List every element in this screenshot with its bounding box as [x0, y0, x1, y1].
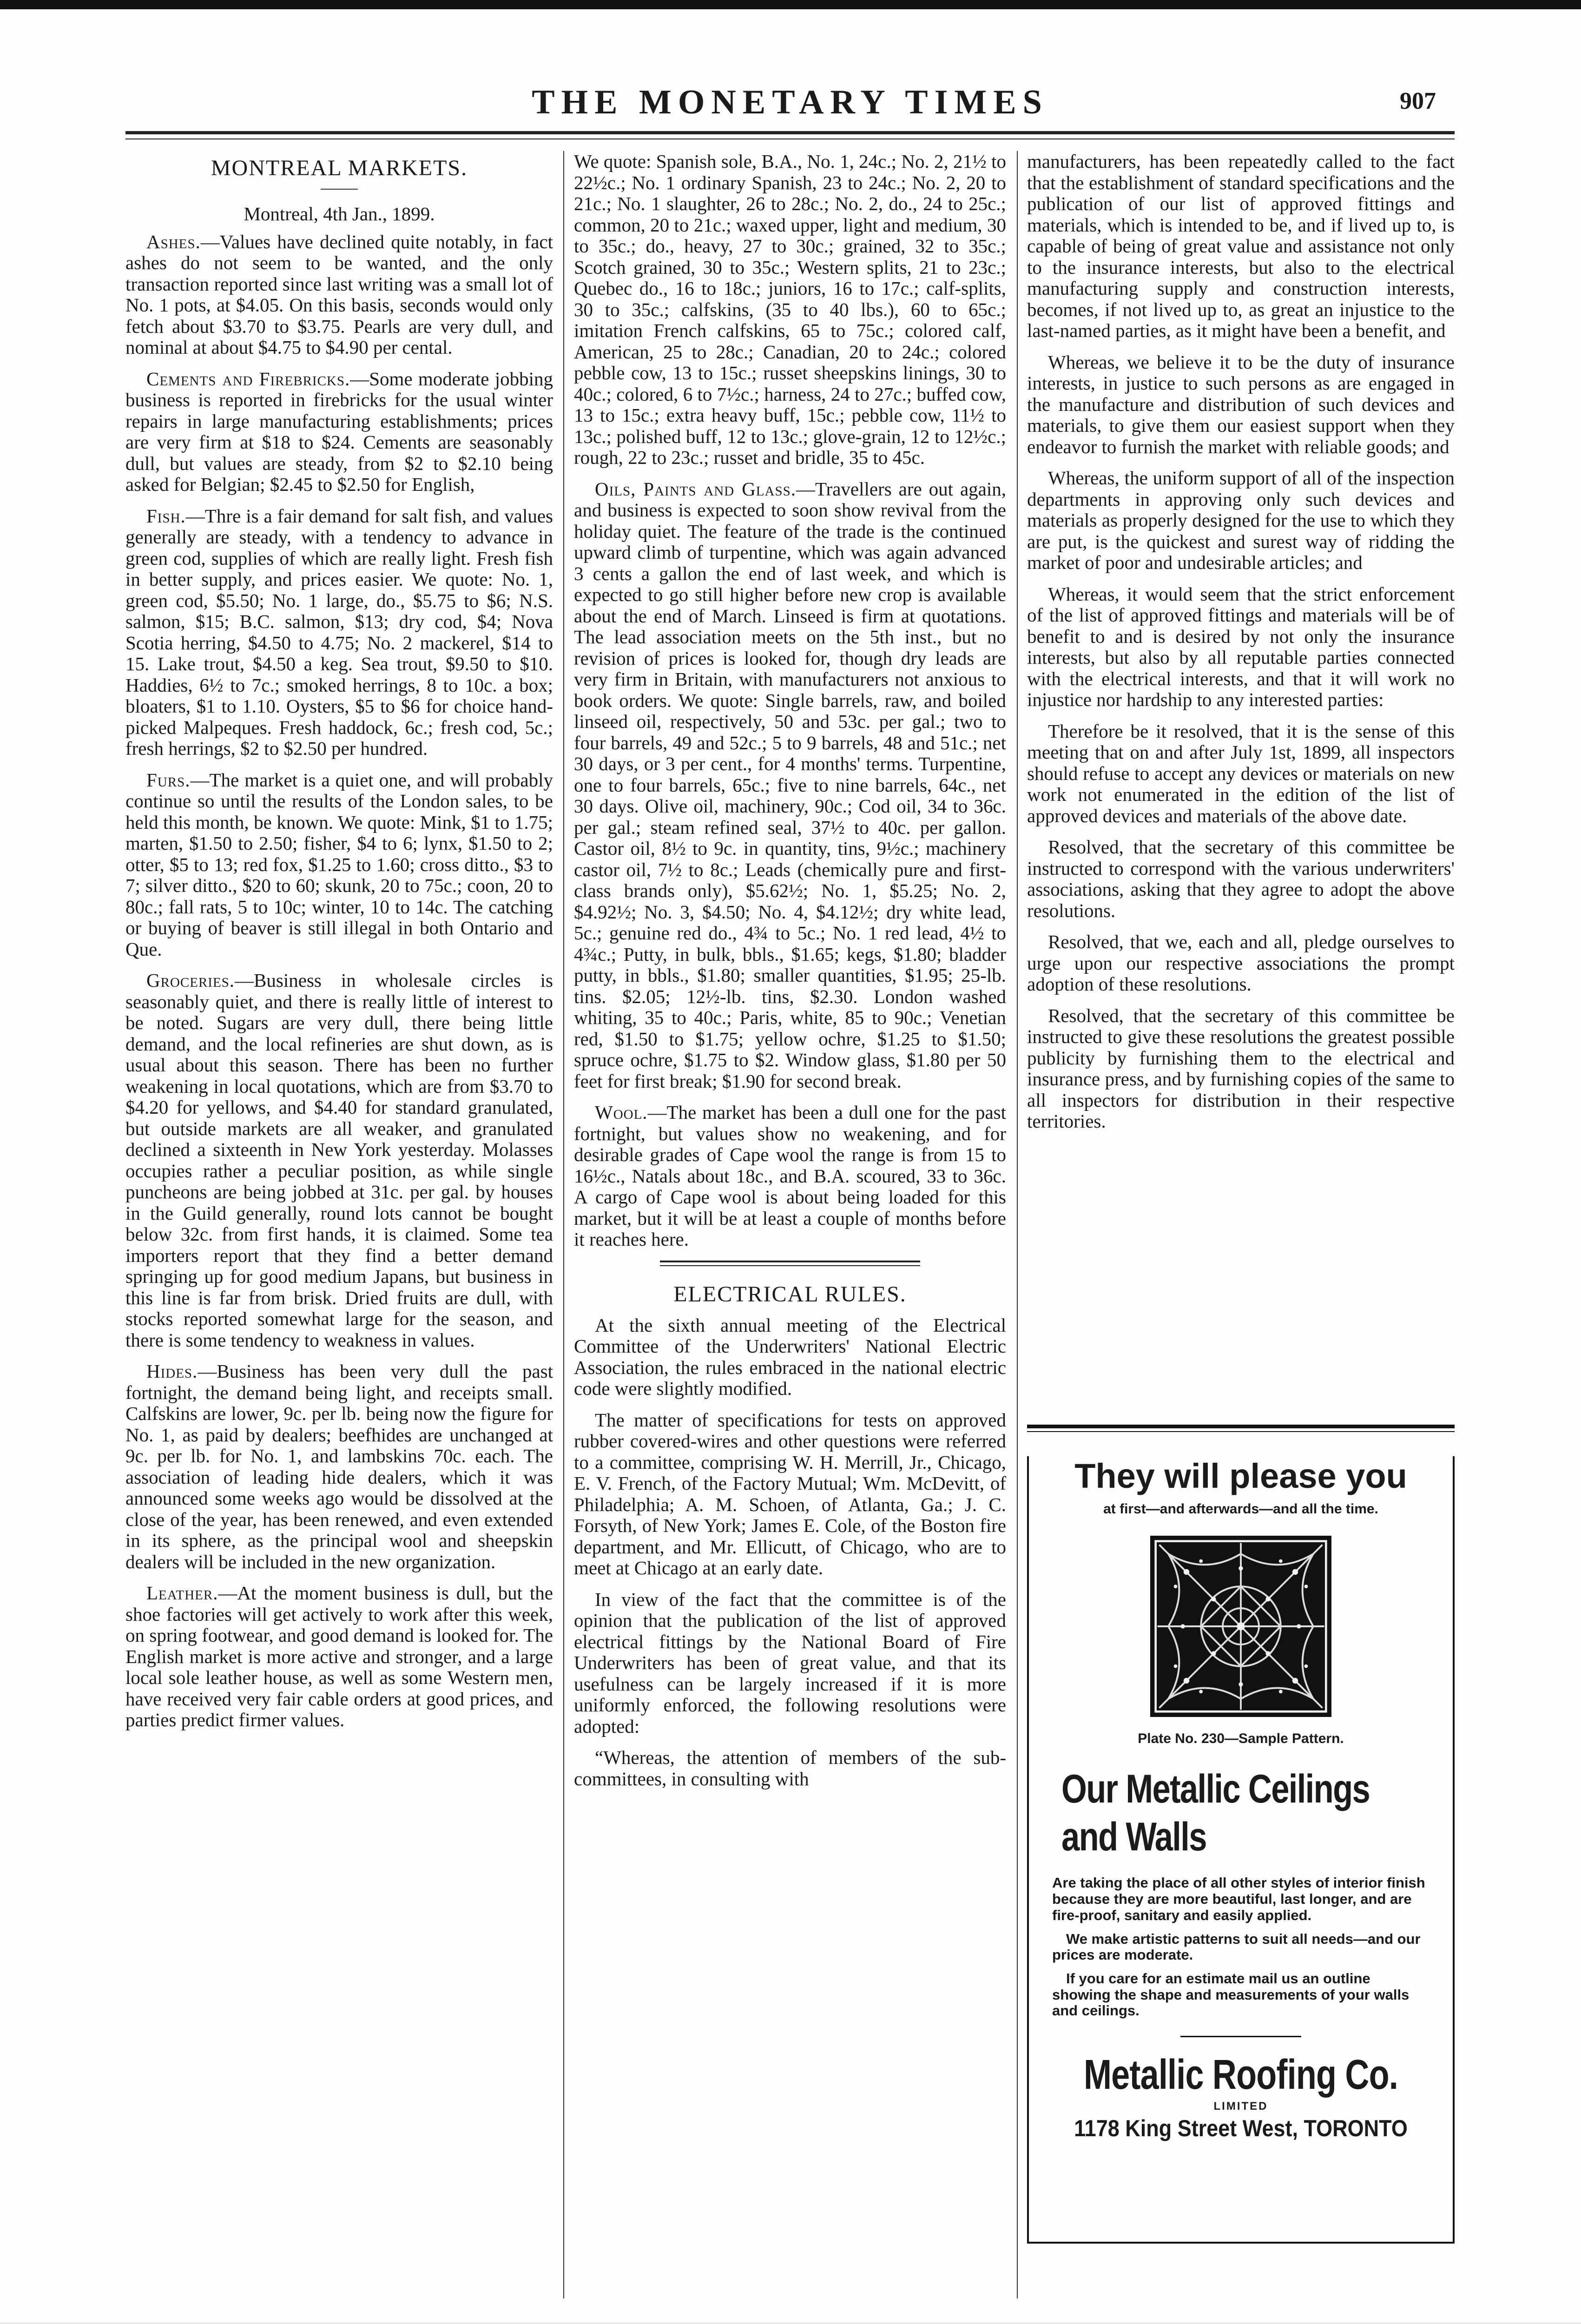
paragraph-text: —The market has been a dull one for the past fortnight, but values show no weakening, and for desirable grades of Cape wool the range is from 15 to 16½c., Natals about 18c., and B.A. scoured, 33 to 36c. A cargo of Cape wool is about being loaded for this market, but it will be at least a couple of months before it reaches here.: [574, 1102, 1006, 1250]
column-divider: [563, 151, 564, 2298]
article-title-electrical-rules: ELECTRICAL RULES.: [673, 1281, 907, 1307]
paragraph: [574, 479, 1006, 1092]
paragraph: [1027, 1005, 1455, 1132]
page-bottom-edge: [0, 2322, 1581, 2324]
page-top-edge: [0, 0, 1581, 9]
section-rule-thin: [660, 1265, 920, 1266]
company-limited: LIMITED: [1213, 2100, 1268, 2113]
paragraph: [125, 231, 553, 358]
paragraph: [1027, 837, 1455, 921]
column-divider: [1017, 151, 1018, 2298]
paragraph-text: —Travellers are out again, and business is expected to soon show revival from the holiday quiet. The feature of the trade is the continued upward climb of turpentine, which was again advanced 3 cents a gallon the end of last week, and which is expected to go still higher before new crop is available about the end of March. Linseed is firm at quotations. The lead association meets on the 5th inst., but no revision of prices is looked for, though dry leads are very firm in Britain, with manufacturers not anxious to book orders. We quote: Single barrels, raw, and boiled linseed oil, respectively, 50 and 53c. per gal.; two to four barrels, 49 and 52c.; 5 to 9 barrels, 48 and 51c.; net 30 days, or 3 per cent., for 4 months' terms. Turpentine, one to four barrels, 65c.; five to nine barrels, 64c., net 30 days. Olive oil, machinery, 90c.; Cod oil, 34 to 36c. per gal.; steam refined seal, 37½ to 40c. per gallon. Castor oil, 8½ to 9c. in quantity, tins, 9½c.; machinery castor oil, 7½ to 8c.; Leads (chemically pure and first-class brands only), $5.62½; No. 1, $5.25; No. 2, $4.92½; No. 3, $4.50; No. 4, $4.12½; dry white lead, 5c.; genuine red do., 4¾ to 5c.; No. 1 red lead, 4½ to 4¾c.; Putty, in bulk, bbls., $1.65; kegs, $1.80; bladder putty, in bbls., $1.80; smaller quantities, $1.95; 25-lb. tins. $2.05; 12½-lb. tins, $2.30. London washed whiting, 35 to 40c.; Paris, white, 85 to 90c.; Venetian red, $1.50 to $1.75; yellow ochre, $1.25 to $1.50; spruce ochre, $1.75 to $2. Window glass, $1.80 per 50 feet for first break; $1.90 for second break.: [574, 478, 1006, 1092]
electrical-rules-continued: [1027, 151, 1455, 1132]
paragraph-lead: Leather.: [146, 1582, 218, 1604]
page-number: 907: [1400, 88, 1436, 114]
paragraph-lead: Cements and Firebricks.: [146, 368, 350, 390]
ad-body-paragraph: We make artistic patterns to suit all needs—and our prices are moderate.: [1052, 1930, 1421, 1963]
article-title-montreal-markets: MONTREAL MARKETS.: [211, 156, 468, 180]
markets-continued-body: [574, 151, 1006, 1250]
paragraph-text: —The market is a quiet one, and will probably continue so until the results of the London sales, to be held this month, be known. We quote: Mink, $1 to 1.75; marten, $1.50 to 2.50; fisher, $4 to 6; lynx, $1.50 to 2; otter, $5 to 13; red fox, $1.25 to 1.60; cross ditto., $3 to 7; silver ditto., $20 to 60; skunk, 20 to 75c.; coon, 20 to 80c.; fall rats, 5 to 10c; winter, 10 to 14c. The catching or buying of beaver is still illegal in both Ontario and Que.: [125, 769, 553, 960]
ad-divider: [1180, 2036, 1301, 2037]
paragraph-text: —Thre is a fair demand for salt fish, and values generally are steady, with a tendency to advance in green cod, supplies of which are really light. Fresh fish in better supply, and prices easier. We quote: No. 1, green cod, $5.50; No. 1 large, do., $5.75 to $6; N.S. salmon, $15; B.C. salmon, $13; dry cod, $4; Nova Scotia herring, $4.50 to 4.75; No. 2 mackerel, $14 to 15. Lake trout, $4.50 a keg. Sea trout, $9.50 to $10. Haddies, 6½ to 7c.; smoked herrings, 8 to 10c. a box; bloaters, $1 to 1.10. Oysters, $5 to $6 for choice hand-picked Malpeques. Fresh haddock, 6c.; fresh cod, 5c.; fresh herrings, $2 to $2.50 per hundred.: [125, 505, 553, 759]
paragraph-text: We quote: Spanish sole, B.A., No. 1, 24c.; No. 2, 21½ to 22½c.; No. 1 ordinary Spanish, 23 to 24c.; No. 2, 20 to 21c.; No. 1 slaughter, 26 to 28c.; No. 2, do., 24 to 25c.; common, 20 to 21c.; waxed upper, light and medium, 30 to 35c.; do., heavy, 27 to 30c.; grained, 32 to 35c.; Scotch grained, 30 to 35c.; Western splits, 21 to 23c.; Quebec do., 16 to 18c.; juniors, 16 to 17c.; calf-splits, 30 to 35c.; calfskins, (35 to 40 lbs.), 60 to 65c.; imitation French calfskins, 65 to 75c.; colored calf, American, 25 to 28c.; Canadian, 20 to 24c.; colored pebble cow, 13 to 15c.; russet sheepskins linings, 30 to 40c.; colored, 6 to 7½c.; harness, 24 to 27c.; buffed cow, 13 to 15c.; extra heavy buff, 15c.; pebble cow, 11½ to 13c.; polished buff, 12 to 13c.; glove-grain, 12 to 12½c.; rough, 22 to 23c.; russet and bridle, 35 to 45c.: [574, 151, 1006, 468]
ceiling-pattern-plate-image: [1150, 1536, 1331, 1717]
paragraph-text: Whereas, we believe it to be the duty of insurance interests, in justice to such persons as are engaged in the manufacture and distribution of such devices and materials, to give them our easiest support when they endeavor to furnish the market with reliable goods; and: [1027, 351, 1455, 457]
paragraph: [1027, 721, 1455, 827]
paragraph-text: Resolved, that the secretary of this committee be instructed to correspond with the various underwriters' associations, asking that they agree to adopt the above resolutions.: [1027, 836, 1455, 921]
paragraph: [125, 506, 553, 759]
ad-headline: They will please you: [1074, 1457, 1407, 1495]
ad-body-paragraph: Are taking the place of all other styles of interior finish because they are more beautiful, last longer, and are fire-proof, sanitary and easily applied.: [1052, 1875, 1425, 1923]
paragraph-text: Resolved, that the secretary of this committee be instructed to give these resolutions the greatest possible publicity by furnishing them to the electrical and insurance press, and by furnishing copies of the same to all inspectors for distribution in their respective territories.: [1027, 1004, 1455, 1132]
paragraph: [125, 770, 553, 960]
paragraph: [1027, 584, 1455, 711]
paragraph-lead: Hides.: [146, 1360, 198, 1382]
electrical-rules-body: [574, 1315, 1006, 1790]
paragraph: [125, 970, 553, 1351]
ad-frame: [1027, 1456, 1455, 2244]
ad-title-line-1: Our Metallic Ceilings: [1061, 1767, 1370, 1811]
paragraph: [125, 1583, 553, 1731]
paragraph: [1027, 931, 1455, 995]
paragraph-text: —Business in wholesale circles is seasonably quiet, and there is really little of interest to be noted. Sugars are very dull, there being little demand, and the local refineries are shut down, as is usual about this season. There has been no further weakening in local quotations, which are from $3.70 to $4.20 for yellows, and $4.40 for standard granulated, but outside markets are all weaker, and granulated declined a sixteenth in New York yesterday. Molasses occupies rather a peculiar position, as while single puncheons are being jobbed at 31c. per gal. by houses in the Guild generally, round lots cannot be bought below 32c. from first hands, it is claimed. Some tea importers report that they find a better demand springing up for good medium Japans, but business in this line is far from brisk. Dried fruits are dull, with stocks reported somewhat large for the season, and there is some tendency to weakness in values.: [125, 970, 553, 1351]
paragraph: [1027, 468, 1455, 574]
paragraph: At the sixth annual meeting of the Electrical Committee of the Underwriters' National Electric Association, the rules embraced in the national electric code were slightly modified.: [574, 1314, 1006, 1400]
paragraph: [574, 1102, 1006, 1250]
title-rule: [321, 189, 358, 190]
column-2: [574, 151, 1006, 2298]
ad-body-paragraph: If you care for an estimate mail us an outline showing the shape and measurements of your walls and ceilings.: [1052, 1970, 1410, 2019]
ad-top-rule: [1027, 1425, 1455, 1428]
paragraph-text: Whereas, it would seem that the strict enforcement of the list of approved fittings and materials will be of benefit to and is desired by not only the insurance interests, but also by all reputable parties connected with the electrical interests, and that it will work no injustice nor hardship to any interested parties:: [1027, 583, 1455, 710]
paragraph: “Whereas, the attention of members of the sub-committees, in consulting with: [574, 1747, 1006, 1789]
dateline: Montreal, 4th Jan., 1899.: [244, 203, 435, 225]
masthead: THE MONETARY TIMES: [532, 83, 1048, 121]
paragraph: The matter of specifications for tests on approved rubber covered-wires and other questions were referred to a committee, comprising W. H. Merrill, Jr., Chicago, E. V. French, of the Factory Mutual; Wm. McDevitt, of Philadelphia; A. M. Schoen, of Atlanta, Ga.; J. C. Forsyth, of New York; James E. Cole, of the Boston fire department, and Mr. Ellicutt, of Chicago, who are to meet at Chicago at an early date.: [574, 1409, 1006, 1579]
company-address: 1178 King Street West, TORONTO: [1074, 2115, 1408, 2142]
section-rule: [660, 1261, 920, 1262]
ad-title: [1061, 1765, 1382, 1861]
paragraph-text: —Values have declined quite notably, in fact ashes do not seem to be wanted, and the only transaction reported since last writing was a small lot of No. 1 pots, at $4.05. On this basis, seconds would only fetch about $3.70 to $3.75. Pearls are very dull, and nominal at about $4.75 to $4.90 per cental.: [125, 231, 553, 358]
paragraph-text: Resolved, that we, each and all, pledge ourselves to urge upon our respective associations the prompt adoption of these resolutions.: [1027, 931, 1455, 995]
page-header: [125, 83, 1455, 134]
paragraph-text: —At the moment business is dull, but the shoe factories will get actively to work after this week, on spring footwear, and good demand is looked for. The English market is more active and stronger, and a large local sole leather house, as well as some Western men, have received very fair cable orders at good prices, and parties predict firmer values.: [125, 1582, 553, 1731]
paragraph: [125, 1361, 553, 1572]
ad-title-line-2: and Walls: [1061, 1815, 1206, 1860]
paragraph: [1027, 151, 1455, 342]
paragraph-text: —Some moderate jobbing business is reported in firebricks for the usual winter repairs in large manufacturing establishments; prices are very firm at $18 to $24. Cements are seasonably dull, but values are steady, from $2 to $2.10 being asked for Belgian; $2.45 to $2.50 for English,: [125, 368, 553, 495]
paragraph-lead: Groceries.: [146, 970, 235, 991]
paragraph-text: —Business has been very dull the past fortnight, the demand being light, and receipts small. Calfskins are lower, 9c. per lb. being now the figure for No. 1, as paid by dealers; beefhides are unchanged at 9c. per lb. for No. 1, and lambskins 70c. each. The association of leading hide dealers, which it was announced some weeks ago would be dissolved at the close of the year, has been renewed, and even extended in its sphere, as the principal wool and sheepskin dealers will be included in the new organization.: [125, 1360, 553, 1572]
header-rule: [125, 131, 1455, 134]
paragraph: [574, 151, 1006, 469]
paragraph-text: manufacturers, has been repeatedly called to the fact that the establishment of standard specifications and the publication of our list of approved fittings and materials, which is intended to be, and if lived up to, is capable of being of great value and assistance not only to the insurance interests, but also to the electrical manufacturing supply and construction interests, becomes, if not lived up to, as great an injustice to the last-named parties, as it might have been a benefit, and: [1027, 151, 1455, 341]
plate-caption: Plate No. 230—Sample Pattern.: [1138, 1731, 1344, 1746]
ad-subline: at first—and afterwards—and all the time.: [1103, 1501, 1378, 1517]
paragraph-lead: Wool.: [595, 1102, 648, 1123]
paragraph: In view of the fact that the committee is of the opinion that the publication of the list of approved electrical fittings by the National Board of Fire Underwriters has been of great value, and that its usefulness can be largely increased if it is more uniformly enforced, the following resolutions were adopted:: [574, 1588, 1006, 1737]
paragraph: [125, 369, 553, 495]
column-1: [125, 151, 553, 2298]
paragraph-text: Therefore be it resolved, that it is the sense of this meeting that on and after July 1st, 1899, all inspectors should refuse to accept any devices or materials on new work not enumerated in the edition of the list of approved devices and materials of the above date.: [1027, 720, 1455, 826]
paragraph: [1027, 352, 1455, 458]
ad-top-rule-thin: [1027, 1431, 1455, 1432]
paragraph-lead: Ashes.: [146, 231, 201, 252]
paragraph-lead: Oils, Paints and Glass.: [595, 478, 796, 500]
ad-body: [1052, 1875, 1429, 2019]
montreal-markets-body: [125, 231, 553, 1731]
company-name: Metallic Roofing Co.: [1084, 2052, 1398, 2099]
metallic-ceilings-advertisement: [1027, 1425, 1455, 2233]
paragraph-lead: Furs.: [146, 769, 191, 791]
paragraph-text: Whereas, the uniform support of all of the inspection departments in approving only such devices and materials as properly designed for the use to which they are put, is the quickest and surest way of ridding the market of poor and undesirable articles; and: [1027, 467, 1455, 573]
column-3: [1027, 151, 1455, 1406]
paragraph-lead: Fish.: [146, 505, 186, 527]
